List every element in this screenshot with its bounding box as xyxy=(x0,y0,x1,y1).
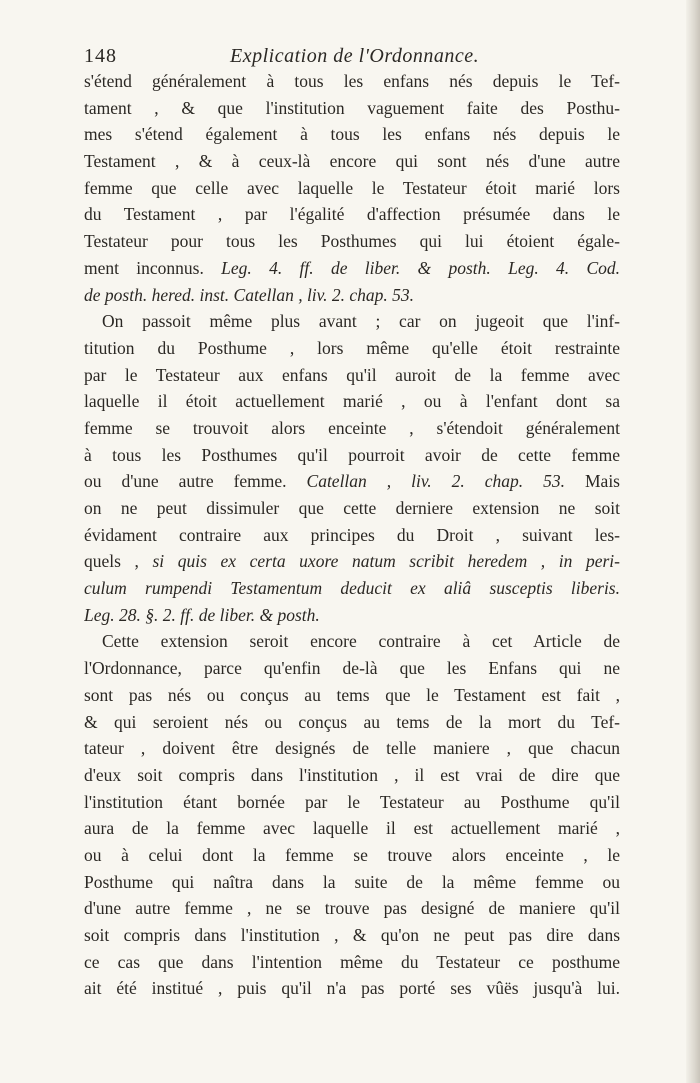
text-segment: femme que celle avec laquelle le Testateur étoit marié lors xyxy=(84,177,620,198)
page-edge-shadow xyxy=(686,0,700,1083)
text-line xyxy=(84,255,620,282)
italic-citation: Leg. 4. ff. de liber. & posth. Leg. 4. Cod. xyxy=(221,257,620,278)
text-segment: l'Ordonnance, parce qu'enfin de-là que les Enfans qui ne xyxy=(84,658,620,679)
text-segment: à tous les Posthumes qu'il pourroit avoir de cette femme xyxy=(84,444,620,465)
text-line xyxy=(84,335,620,362)
text-line xyxy=(84,175,620,202)
text-segment: ait été institué , puis qu'il n'a pas porté ses vûës jusqu'à lui. xyxy=(84,978,620,999)
text-line xyxy=(84,522,620,549)
text-line xyxy=(84,495,620,522)
text-segment: Posthume qui naîtra dans la suite de la même femme ou xyxy=(84,871,620,892)
text-segment: ou d'une autre femme. xyxy=(84,471,307,492)
text-line xyxy=(84,68,620,95)
text-segment: titution du Posthume , lors même qu'elle étoit restrainte xyxy=(84,337,620,358)
text-line xyxy=(84,121,620,148)
text-segment: On passoit même plus avant ; car on jugeoit que l'inf- xyxy=(102,311,620,332)
text-segment: l'institution étant bornée par le Testateur au Posthume qu'il xyxy=(84,791,620,812)
text-line xyxy=(84,869,620,896)
text-line xyxy=(84,655,620,682)
text-segment: ou à celui dont la femme se trouve alors enceinte , le xyxy=(84,844,620,865)
page-number: 148 xyxy=(84,45,117,67)
text-line xyxy=(84,602,620,629)
text-line xyxy=(84,442,620,469)
body-text xyxy=(84,68,620,1002)
text-segment: d'une autre femme , ne se trouve pas designé de maniere qu'il xyxy=(84,898,620,919)
italic-citation: culum rumpendi Testamentum deducit ex aliâ susceptis liberis. xyxy=(84,578,620,599)
text-segment: évidament contraire aux principes du Droit , suivant les- xyxy=(84,524,620,545)
italic-citation: si quis ex certa uxore natum scribit heredem , in peri- xyxy=(152,551,620,572)
text-line xyxy=(84,148,620,175)
text-line xyxy=(84,308,620,335)
text-line xyxy=(84,228,620,255)
text-segment: aura de la femme avec laquelle il est actuellement marié , xyxy=(84,818,620,839)
text-segment: Cette extension seroit encore contraire à cet Article de xyxy=(102,631,620,652)
text-line xyxy=(84,468,620,495)
text-segment: Testament , & à ceux-là encore qui sont nés d'une autre xyxy=(84,151,620,172)
text-segment: laquelle il étoit actuellement marié , ou à l'enfant dont sa xyxy=(84,391,620,412)
italic-citation: Leg. 28. §. 2. ff. de liber. & posth. xyxy=(84,604,320,625)
text-segment: Testateur pour tous les Posthumes qui lui étoient égale- xyxy=(84,231,620,252)
text-line xyxy=(84,282,620,309)
text-segment: quels , xyxy=(84,551,153,572)
text-segment: soit compris dans l'institution , & qu'on ne peut pas dire dans xyxy=(84,925,620,945)
text-segment: du Testament , par l'égalité d'affection présumée dans le xyxy=(84,204,620,225)
text-segment: tament , & que l'institution vaguement faite des Posthu- xyxy=(84,97,620,118)
text-line xyxy=(84,362,620,389)
text-line xyxy=(84,975,620,1002)
text-segment: d'eux soit compris dans l'institution , il est vrai de dire que xyxy=(84,764,620,785)
text-line xyxy=(84,415,620,442)
text-line xyxy=(84,628,620,655)
text-line xyxy=(84,575,620,602)
text-line xyxy=(84,949,620,976)
text-line xyxy=(84,388,620,415)
text-line xyxy=(84,895,620,922)
running-title: Explication de l'Ordonnance. xyxy=(230,45,480,67)
italic-citation: de posth. hered. inst. Catellan , liv. 2. chap. 53. xyxy=(84,284,415,305)
text-segment: Mais xyxy=(565,471,620,492)
text-segment: & qui seroient nés ou conçus au tems de la mort du Tef- xyxy=(84,711,620,732)
text-segment: femme se trouvoit alors enceinte , s'étendoit généralement xyxy=(84,417,620,438)
text-line xyxy=(84,201,620,228)
running-head xyxy=(84,44,604,68)
text-line xyxy=(84,95,620,122)
text-line xyxy=(84,815,620,842)
italic-citation: Catellan , liv. 2. chap. 53. xyxy=(306,471,566,492)
text-segment: ment inconnus. xyxy=(84,257,222,278)
text-segment: on ne peut dissimuler que cette derniere extension ne soit xyxy=(84,498,620,518)
text-line xyxy=(84,735,620,762)
text-line xyxy=(84,709,620,736)
text-line xyxy=(84,548,620,575)
text-segment: ce cas que dans l'intention même du Testateur ce posthume xyxy=(84,951,620,972)
text-line xyxy=(84,682,620,709)
text-segment: s'étend généralement à tous les enfans nés depuis le Tef- xyxy=(84,71,620,91)
text-line xyxy=(84,842,620,869)
text-segment: par le Testateur aux enfans qu'il auroit de la femme avec xyxy=(84,364,620,385)
text-line xyxy=(84,789,620,816)
text-segment: mes s'étend également à tous les enfans nés depuis le xyxy=(84,124,620,145)
text-line xyxy=(84,762,620,789)
text-segment: sont pas nés ou conçus au tems que le Testament est fait , xyxy=(84,684,620,705)
text-line xyxy=(84,922,620,949)
text-segment: tateur , doivent être designés de telle maniere , que chacun xyxy=(84,738,620,759)
